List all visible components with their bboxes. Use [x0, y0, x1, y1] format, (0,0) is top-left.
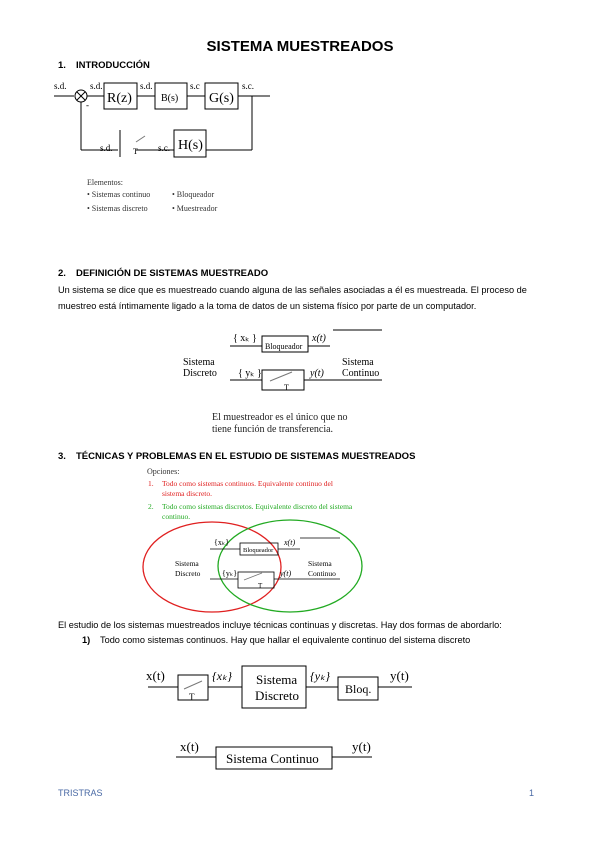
section-2-number: 2. [58, 268, 66, 279]
d2-yt: y(t) [310, 368, 324, 379]
d4-xk: {xₖ} [212, 669, 233, 683]
d3-sc1: Sistema [308, 559, 332, 568]
d1-sc1: s.c [190, 81, 200, 91]
d2-T: T [284, 383, 289, 392]
d4-yt: y(t) [390, 668, 409, 683]
d1-sd4: s.d. [100, 143, 113, 153]
d2-yk: { yₖ } [238, 368, 262, 379]
elementos-heading: Elementos: [87, 178, 123, 187]
d1-H: H(s) [178, 138, 203, 153]
page-title: SISTEMA MUESTREADOS [206, 38, 394, 55]
section-1-number: 1. [58, 60, 66, 71]
d1-sd2: s.d. [90, 81, 103, 91]
d3-T: T [258, 582, 263, 590]
d1-sd3: s.d. [140, 81, 153, 91]
d3-xt: x(t) [284, 538, 296, 547]
d3-opc: Opciones: [147, 467, 180, 476]
d4-T: T [189, 692, 195, 702]
elementos-item: • Sistemas discreto [87, 204, 148, 213]
d3-sc2: Continuo [308, 569, 336, 578]
item-1-text: Todo como sistemas continuos. Hay que hallar el equivalente continuo del sistema discreto [100, 635, 471, 645]
d3-yk: {yₖ} [222, 569, 238, 578]
d5-box: Sistema Continuo [226, 751, 319, 766]
d3-sd1: Sistema [175, 559, 199, 568]
item-1-number: 1) [82, 635, 91, 645]
d1-minus: - [86, 100, 89, 110]
section-2-para-line2: muestreo está íntimamente ligado a la toma de datos de un sistema físico por parte de un computador. [58, 301, 477, 311]
d2-xk: { xₖ } [233, 333, 257, 344]
d1-R: R(z) [107, 91, 132, 106]
d2-bloq: Bloqueador [265, 342, 303, 351]
d3-o1b: sistema discreto. [162, 489, 212, 498]
section-2-para-line1: Un sistema se dice que es muestreado cuando alguna de las señales asociadas a él es muestreada. El proceso de [58, 285, 527, 295]
d1-sd1: s.d. [54, 81, 67, 91]
d2-sd1: Sistema [183, 357, 215, 368]
d1-B: B(s) [161, 93, 179, 104]
d5-xt: x(t) [180, 739, 199, 754]
elementos-item: • Muestreador [172, 204, 218, 213]
elementos-item: • Sistemas continuo [87, 190, 151, 199]
section-3-number: 3. [58, 451, 66, 462]
d3-bloq: Bloqueador [243, 547, 274, 554]
elementos-item: • Bloqueador [172, 190, 215, 199]
d3-o1a: Todo como sistemas continuos. Equivalente continuo del [162, 479, 333, 488]
d2-sd2: Discreto [183, 368, 217, 379]
section-1-title: INTRODUCCIÓN [76, 60, 150, 71]
d3-xk: {xₖ} [214, 538, 230, 547]
d1-T: T [133, 147, 138, 156]
section-3-paragraph: El estudio de los sistemas muestreados incluye técnicas continuas y discretas. Hay dos formas de abordarlo: [58, 620, 502, 630]
d3-o2n: 2. [148, 502, 154, 511]
section-2-title: DEFINICIÓN DE SISTEMAS MUESTREADO [76, 268, 269, 279]
d2-sc2: Continuo [342, 368, 380, 379]
d2-sc1: Sistema [342, 357, 374, 368]
d2-note1: El muestreador es el único que no [212, 412, 348, 423]
page-number: 1 [529, 788, 535, 798]
d3-sd2: Discreto [175, 569, 201, 578]
d4-s2: Discreto [255, 688, 300, 703]
d4-s1: Sistema [256, 672, 298, 687]
d4-bloq: Bloq. [345, 682, 372, 696]
d2-note2: tiene función de transferencia. [212, 424, 334, 435]
d4-xt: x(t) [146, 668, 165, 683]
d3-o1n: 1. [148, 479, 154, 488]
d1-G: G(s) [209, 91, 234, 106]
d4-yk: {yₖ} [310, 669, 331, 683]
d3-o2b: continuo. [162, 512, 191, 521]
d1-sc3: s.c. [158, 143, 170, 153]
d3-o2a: Todo como sistemas discretos. Equivalente discreto del sistema [162, 502, 353, 511]
d2-xt: x(t) [312, 333, 326, 344]
footer-left: TRISTRAS [58, 788, 103, 798]
d1-sc2: s.c. [242, 81, 254, 91]
d5-yt: y(t) [352, 739, 371, 754]
section-3-title: TÉCNICAS Y PROBLEMAS EN EL ESTUDIO DE SISTEMAS MUESTREADOS [76, 451, 416, 462]
d3-yt: y(t) [280, 569, 292, 578]
